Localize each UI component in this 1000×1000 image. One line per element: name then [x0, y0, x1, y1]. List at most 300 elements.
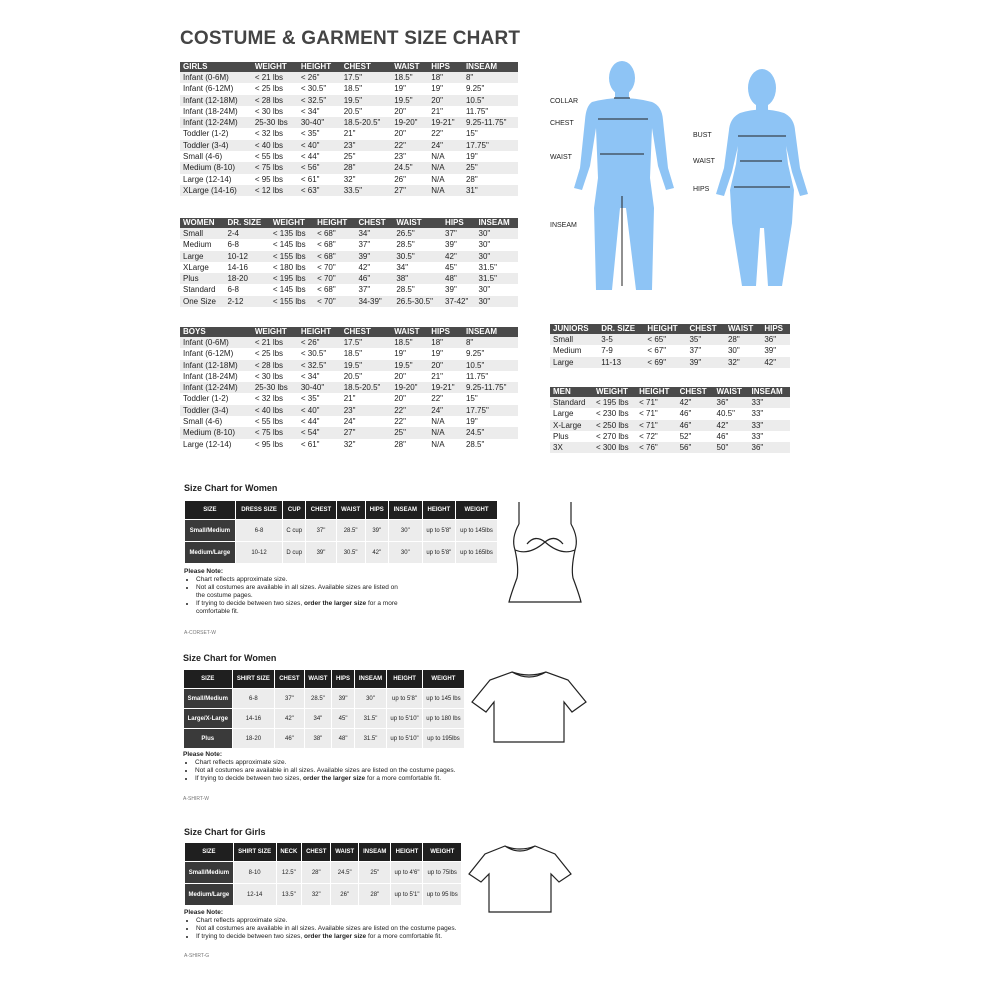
- note-item: • Not all costumes are available in all sizes. Available sizes are listed on the costume pages.: [195, 767, 473, 775]
- table-cell: < 230 lbs: [595, 409, 629, 419]
- table-cell: 30": [476, 251, 518, 262]
- table-cell: 13.5": [276, 884, 302, 906]
- table-cell: 25-30 lbs: [252, 117, 298, 128]
- table-cell: < 68": [314, 228, 355, 239]
- table-cell: 24": [343, 417, 356, 427]
- table-cell: 24": [428, 405, 463, 416]
- column-header-weight: WEIGHT: [456, 501, 498, 520]
- table-cell: 27": [341, 427, 391, 438]
- table-cell: 26": [394, 174, 406, 184]
- column-header-waist: WAIST: [304, 670, 332, 689]
- note-text: If trying to decide between two sizes,: [195, 775, 304, 782]
- row-label: Infant (6-12M): [183, 349, 234, 359]
- note-text: If trying to decide between two sizes,: [196, 600, 305, 607]
- table-cell: 18.5": [343, 349, 363, 359]
- table-cell: 39": [365, 520, 388, 542]
- column-header-neck: NECK: [276, 843, 302, 862]
- table-cell: 20": [394, 129, 406, 139]
- table-row: [550, 431, 790, 442]
- table-cell: 7-9: [601, 346, 613, 356]
- table-row: [185, 542, 498, 564]
- table-cell: < 135 lbs: [270, 228, 314, 239]
- table-cell: < 68": [317, 240, 336, 250]
- column-header-inseam: INSEAM: [476, 218, 518, 228]
- row-label: Medium/Large: [185, 542, 236, 564]
- table-cell: < 44": [300, 417, 320, 427]
- table-cell: < 70": [317, 262, 336, 272]
- table-cell: 10-12: [224, 251, 269, 262]
- table-cell: < 71": [639, 409, 658, 419]
- row-label: Toddler (1-2): [183, 129, 229, 139]
- table-cell: < 35": [300, 129, 320, 139]
- table-cell: < 180 lbs: [272, 262, 306, 272]
- table-cell: 28": [359, 884, 391, 906]
- table-cell: 36": [714, 397, 749, 408]
- row-label: Small (4-6): [183, 417, 223, 427]
- column-header-girls: GIRLS: [180, 62, 252, 72]
- table-cell: 11.75": [465, 106, 489, 116]
- table-cell: < 76": [636, 442, 676, 453]
- row-label: Small/Medium: [184, 689, 233, 709]
- row-label: Toddler (1-2): [183, 394, 229, 404]
- table-cell: 28.5": [304, 689, 332, 709]
- column-header-weight: WEIGHT: [270, 218, 314, 228]
- table-row: [550, 334, 790, 345]
- table-cell: 9.25-11.75": [463, 117, 518, 128]
- table-cell: 11.75": [465, 371, 489, 381]
- row-label: Infant (6-12M): [183, 84, 234, 94]
- column-header-chest: CHEST: [686, 324, 724, 334]
- table-cell: 37": [306, 520, 336, 542]
- table-cell: 42": [677, 397, 714, 408]
- table-cell: up to 165lbs: [456, 542, 498, 564]
- column-header-waist: WAIST: [391, 62, 428, 72]
- table-cell: < 28 lbs: [252, 360, 298, 371]
- row-label: XLarge: [183, 262, 209, 272]
- table-cell: 25": [343, 152, 356, 162]
- table-cell: 33": [749, 397, 790, 408]
- boys-size-table: [180, 327, 518, 450]
- table-row: [185, 520, 498, 542]
- column-header-chest: CHEST: [677, 387, 714, 397]
- table-row: [180, 360, 518, 371]
- table-cell: < 75 lbs: [252, 427, 298, 438]
- row-label: Medium: [553, 346, 582, 356]
- table-cell: 28.5": [396, 240, 415, 250]
- row-label: Large/X-Large: [184, 709, 233, 729]
- table-cell: 31.5": [476, 273, 518, 284]
- male-figure: [570, 58, 680, 298]
- table-cell: 32": [343, 174, 356, 184]
- table-row: [180, 382, 518, 393]
- table-cell: 37": [442, 228, 475, 239]
- table-cell: 8": [463, 337, 518, 348]
- table-cell: < 71": [636, 420, 676, 431]
- label-bust: BUST: [693, 132, 712, 139]
- table-row: [180, 117, 518, 128]
- column-header-waist: WAIST: [331, 843, 359, 862]
- table-row: [180, 393, 518, 404]
- table-cell: < 250 lbs: [593, 420, 636, 431]
- table-cell: 25": [391, 427, 428, 438]
- column-header-hips: HIPS: [442, 218, 475, 228]
- table-cell: 17.75": [463, 140, 518, 151]
- column-header-chest: CHEST: [341, 62, 391, 72]
- header-row: [180, 327, 518, 337]
- column-header-waist: WAIST: [391, 327, 428, 337]
- note-list: [184, 917, 474, 941]
- table-cell: 30": [476, 296, 518, 307]
- note-heading: Please Note:: [184, 568, 224, 575]
- table-cell: 12-14: [233, 884, 276, 906]
- table-cell: 18-20: [224, 273, 269, 284]
- table-cell: 28.5": [396, 285, 415, 295]
- column-header-women: WOMEN: [180, 218, 224, 228]
- table-cell: 39": [445, 285, 457, 295]
- table-cell: 42": [358, 262, 371, 272]
- women-shirt-chart-title: Size Chart for Women: [183, 653, 277, 663]
- column-header-weight: WEIGHT: [423, 843, 462, 862]
- table-cell: 2-12: [224, 296, 269, 307]
- table-row: [180, 185, 518, 196]
- girls-shirt-notes: [184, 909, 474, 941]
- table-cell: 22": [431, 394, 444, 404]
- header-row: [184, 670, 465, 689]
- note-text: for a more comfortable fit.: [196, 600, 398, 615]
- table-cell: < 155 lbs: [270, 296, 314, 307]
- table-cell: D cup: [283, 542, 306, 564]
- row-label: Medium: [183, 240, 212, 250]
- table-cell: 20.5": [343, 106, 363, 116]
- table-cell: 17.5": [341, 72, 391, 83]
- column-header-inseam: INSEAM: [749, 387, 790, 397]
- column-header-shirt-size: SHIRT SIZE: [233, 843, 276, 862]
- table-cell: 28.5": [336, 520, 365, 542]
- table-cell: 10.5": [463, 95, 518, 106]
- table-cell: 37": [275, 689, 304, 709]
- label-waist-female: WAIST: [693, 158, 715, 165]
- column-header-weight: WEIGHT: [252, 62, 298, 72]
- corset-chart-title: Size Chart for Women: [184, 483, 278, 493]
- table-cell: 24.5": [463, 427, 518, 438]
- header-row: [550, 387, 790, 397]
- female-figure: [712, 68, 812, 293]
- column-header-inseam: INSEAM: [463, 62, 518, 72]
- table-cell: 22": [394, 417, 406, 427]
- table-row: [550, 408, 790, 419]
- table-cell: < 56": [298, 162, 341, 173]
- table-cell: < 95 lbs: [254, 439, 284, 449]
- table-row: [180, 296, 518, 307]
- table-row: [180, 405, 518, 416]
- row-label: Standard: [183, 285, 216, 295]
- table-cell: 9.25": [465, 349, 485, 359]
- table-cell: 46": [355, 273, 393, 284]
- table-row: [180, 228, 518, 239]
- table-cell: 9.25": [465, 84, 485, 94]
- table-cell: < 26": [298, 72, 341, 83]
- table-cell: < 40 lbs: [252, 405, 298, 416]
- row-label: X-Large: [550, 420, 593, 431]
- table-row: [180, 416, 518, 427]
- table-row: [180, 427, 518, 438]
- label-collar: COLLAR: [550, 98, 579, 105]
- table-cell: 22": [391, 405, 428, 416]
- table-cell: 28": [302, 862, 331, 884]
- table-cell: 21": [431, 371, 444, 381]
- row-label: Infant (12-18M): [180, 95, 252, 106]
- row-label: Infant (0-6M): [180, 72, 252, 83]
- women-shirt-notes: [183, 751, 473, 783]
- table-cell: N/A: [431, 439, 445, 449]
- table-cell: 30-40": [298, 382, 341, 393]
- table-cell: < 61": [300, 174, 320, 184]
- table-cell: 38": [304, 729, 332, 749]
- table-cell: 19.5": [391, 95, 428, 106]
- column-header-hips: HIPS: [428, 62, 463, 72]
- note-heading: Please Note:: [184, 909, 224, 916]
- table-cell: 19": [465, 152, 478, 162]
- header-row: [550, 324, 790, 334]
- column-header-weight: WEIGHT: [593, 387, 636, 397]
- table-cell: < 195 lbs: [270, 273, 314, 284]
- table-cell: 46": [716, 431, 729, 441]
- header-row: [185, 843, 462, 862]
- table-cell: 37": [358, 240, 371, 250]
- table-cell: 30": [476, 228, 518, 239]
- table-row: [185, 884, 462, 906]
- table-cell: 23": [341, 405, 391, 416]
- table-cell: < 12 lbs: [252, 185, 298, 196]
- row-label: Large (12-14): [183, 174, 232, 184]
- table-row: [180, 128, 518, 139]
- table-cell: 32": [302, 884, 331, 906]
- table-cell: 20.5": [343, 371, 363, 381]
- table-cell: 14-16: [227, 262, 248, 272]
- header-row: [180, 62, 518, 72]
- table-row: [550, 420, 790, 431]
- row-label: Toddler (3-4): [180, 405, 252, 416]
- table-cell: N/A: [431, 417, 445, 427]
- table-cell: 28": [725, 334, 761, 345]
- table-row: [180, 251, 518, 262]
- table-cell: 52": [679, 431, 692, 441]
- column-header-waist: WAIST: [714, 387, 749, 397]
- table-cell: 26.5-30.5": [393, 296, 442, 307]
- juniors-size-table: [550, 324, 790, 368]
- row-label: Plus: [180, 273, 224, 284]
- girls-shirt-illustration: [465, 842, 575, 914]
- column-header-hips: HIPS: [365, 501, 388, 520]
- column-header-chest: CHEST: [302, 843, 331, 862]
- table-cell: N/A: [428, 427, 463, 438]
- table-cell: 35": [686, 334, 724, 345]
- column-header-shirt-size: SHIRT SIZE: [232, 670, 275, 689]
- column-header-juniors: JUNIORS: [550, 324, 598, 334]
- corset-notes: [184, 568, 404, 616]
- table-cell: < 72": [639, 431, 658, 441]
- girls-size-table: [180, 62, 518, 196]
- table-cell: 8": [463, 72, 518, 83]
- table-row: [180, 284, 518, 295]
- table-cell: < 40 lbs: [252, 140, 298, 151]
- table-cell: up to 5'10": [387, 729, 423, 749]
- table-cell: up to 195lbs: [422, 729, 464, 749]
- table-cell: 15": [465, 129, 478, 139]
- table-cell: < 40": [298, 405, 341, 416]
- table-cell: 30": [388, 520, 422, 542]
- table-cell: 37-42": [442, 296, 475, 307]
- table-cell: 28.5": [465, 439, 485, 449]
- row-label: Small/Medium: [185, 520, 236, 542]
- table-cell: 39": [306, 542, 336, 564]
- note-item: • Chart reflects approximate size.: [195, 759, 473, 767]
- table-cell: < 145 lbs: [272, 240, 306, 250]
- table-cell: < 65": [644, 334, 686, 345]
- column-header-inseam: INSEAM: [354, 670, 386, 689]
- row-label: Medium (8-10): [180, 162, 252, 173]
- girls-shirt-code: A-SHIRT-G: [184, 953, 210, 959]
- table-cell: 19-21": [428, 382, 463, 393]
- row-label: Infant (12-24M): [180, 117, 252, 128]
- table-cell: 11-13: [598, 357, 644, 368]
- table-cell: 19-21": [428, 117, 463, 128]
- table-cell: < 32.5": [298, 95, 341, 106]
- women-shirt-size-table: [183, 669, 465, 749]
- column-header-cup: CUP: [283, 501, 306, 520]
- table-row: [180, 273, 518, 284]
- table-cell: 6-8: [232, 689, 275, 709]
- row-label: Plus: [553, 431, 569, 441]
- page-title: COSTUME & GARMENT SIZE CHART: [180, 28, 521, 49]
- table-cell: < 32.5": [298, 360, 341, 371]
- table-cell: 37": [358, 285, 371, 295]
- note-item: • Chart reflects approximate size.: [196, 917, 474, 925]
- table-cell: 20": [428, 95, 463, 106]
- table-cell: 32": [725, 357, 761, 368]
- table-row: [180, 140, 518, 151]
- table-cell: 33": [749, 420, 790, 431]
- note-list: [184, 576, 404, 616]
- column-header-size: SIZE: [185, 843, 234, 862]
- table-row: [180, 106, 518, 117]
- table-cell: 31.5": [354, 709, 386, 729]
- table-cell: 46": [679, 409, 692, 419]
- table-cell: 25-30 lbs: [252, 382, 298, 393]
- row-label: Large: [180, 251, 224, 262]
- women-shirt-illustration: [470, 668, 588, 744]
- table-row: [184, 709, 465, 729]
- table-row: [180, 174, 518, 185]
- table-cell: < 61": [300, 439, 320, 449]
- table-cell: 50": [714, 442, 749, 453]
- table-cell: < 55 lbs: [254, 152, 284, 162]
- row-label: Plus: [184, 729, 233, 749]
- column-header-hips: HIPS: [428, 327, 463, 337]
- table-row: [550, 397, 790, 408]
- table-cell: up to 5'10": [387, 709, 423, 729]
- table-row: [184, 689, 465, 709]
- table-cell: 31.5": [354, 729, 386, 749]
- table-cell: 18-20: [232, 729, 275, 749]
- table-cell: 32": [343, 439, 356, 449]
- column-header-dr-size: DR. SIZE: [598, 324, 644, 334]
- label-waist-male: WAIST: [550, 154, 572, 161]
- row-label: 3X: [550, 442, 593, 453]
- table-cell: 23": [394, 152, 406, 162]
- table-cell: 6-8: [227, 240, 239, 250]
- table-cell: < 40": [298, 140, 341, 151]
- table-cell: 19": [431, 84, 444, 94]
- note-item: [195, 775, 473, 783]
- table-cell: 27": [391, 185, 428, 196]
- column-header-chest: CHEST: [341, 327, 391, 337]
- table-cell: 10.5": [463, 360, 518, 371]
- label-inseam: INSEAM: [550, 222, 577, 229]
- table-row: [550, 442, 790, 453]
- table-cell: < 21 lbs: [252, 72, 298, 83]
- row-label: Small: [550, 334, 598, 345]
- table-cell: < 34": [300, 106, 320, 116]
- note-emphasis: order the larger size: [304, 600, 367, 607]
- table-cell: < 145 lbs: [272, 285, 306, 295]
- table-cell: up to 5'8": [387, 689, 423, 709]
- table-cell: 28": [341, 162, 391, 173]
- women-shirt-code: A-SHIRT-W: [183, 796, 210, 802]
- table-cell: up to 4'6": [391, 862, 423, 884]
- table-cell: 34": [304, 709, 332, 729]
- table-cell: 30": [354, 689, 386, 709]
- column-header-height: HEIGHT: [636, 387, 676, 397]
- table-cell: 19-20": [391, 117, 428, 128]
- table-cell: 48": [442, 273, 475, 284]
- row-label: One Size: [180, 296, 224, 307]
- table-cell: 39": [445, 240, 457, 250]
- table-cell: 12.5": [276, 862, 302, 884]
- table-row: [180, 83, 518, 94]
- table-cell: 3-5: [598, 334, 644, 345]
- column-header-chest: CHEST: [306, 501, 336, 520]
- table-cell: 48": [332, 729, 354, 749]
- note-emphasis: order the larger size: [304, 933, 367, 940]
- table-cell: 42": [442, 251, 475, 262]
- table-cell: 25": [463, 162, 518, 173]
- table-cell: 34": [355, 228, 393, 239]
- table-cell: 30.5": [393, 251, 442, 262]
- table-cell: 19-20": [391, 382, 428, 393]
- note-heading: Please Note:: [183, 751, 223, 758]
- table-cell: < 300 lbs: [593, 442, 636, 453]
- table-cell: 26.5": [393, 228, 442, 239]
- table-cell: up to 5'8": [422, 520, 455, 542]
- table-row: [180, 439, 518, 450]
- table-cell: 46": [275, 729, 304, 749]
- table-cell: 2-4: [224, 228, 269, 239]
- label-hips: HIPS: [693, 186, 710, 193]
- row-label: XLarge (14-16): [180, 185, 252, 196]
- table-cell: 56": [677, 442, 714, 453]
- table-cell: 39": [332, 689, 354, 709]
- table-cell: 38": [393, 273, 442, 284]
- column-header-size: SIZE: [185, 501, 236, 520]
- table-row: [185, 862, 462, 884]
- table-cell: 21": [343, 129, 356, 139]
- table-row: [180, 262, 518, 273]
- table-cell: 42": [275, 709, 304, 729]
- table-row: [180, 72, 518, 83]
- men-size-table: [550, 387, 790, 453]
- label-chest: CHEST: [550, 120, 574, 127]
